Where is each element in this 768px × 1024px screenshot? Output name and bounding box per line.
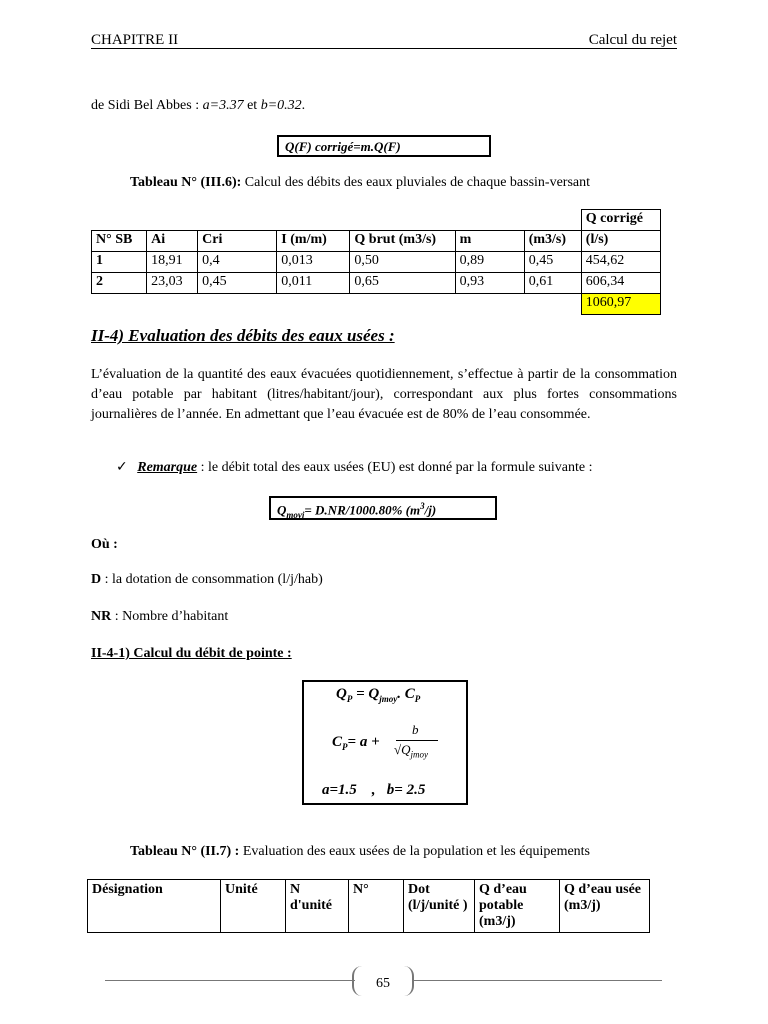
table-cell: 0,93 bbox=[455, 273, 524, 294]
fraction-bar bbox=[396, 740, 438, 741]
table2-header-q-usee: Q d’eau usée (m3/j) bbox=[560, 880, 650, 933]
sqrt-icon: √ bbox=[394, 742, 402, 757]
table1-total: 1060,97 bbox=[581, 294, 660, 315]
table2-header-unite: Unité bbox=[221, 880, 286, 933]
def-nr-text: : Nombre d’habitant bbox=[111, 609, 229, 624]
table1-header-top: Q corrigé bbox=[581, 210, 660, 231]
table1-header-nsb: N° SB bbox=[92, 231, 147, 252]
formula-debit-pointe-box bbox=[302, 680, 468, 805]
table1-header-ls: (l/s) bbox=[581, 231, 660, 252]
intro-a: a=3.37 bbox=[202, 98, 244, 113]
table-row bbox=[92, 294, 661, 315]
header-title: Calcul du rejet bbox=[588, 32, 677, 48]
footer-rule-right bbox=[412, 980, 662, 981]
table2-caption bbox=[130, 844, 590, 860]
table1-header-cri: Cri bbox=[198, 231, 277, 252]
table-cell: 0,61 bbox=[524, 273, 581, 294]
body-paragraph: L’évaluation de la quantité des eaux évacuées quotidiennement, s’effectue à partir de la consommation d’eau potable par habitant (litres/habitant/jour), correspondant aux plus fortes consommations journalières de l’année. En admettant que l’eau évacuée est de 80% de l’eau consommée. bbox=[91, 367, 677, 422]
table-cell: 0,45 bbox=[198, 273, 277, 294]
page-number: 65 bbox=[376, 976, 390, 991]
table-eaux-usees bbox=[87, 879, 650, 933]
intro-suffix: . bbox=[301, 98, 306, 113]
intro-prefix: de Sidi Bel Abbes : bbox=[91, 98, 203, 113]
formula3-cp: $C_P= a$ + bbox=[332, 734, 380, 752]
formula2-rest: = D.NR/1000.80% (m bbox=[304, 502, 421, 518]
intro-b: b=0.32 bbox=[260, 98, 302, 113]
table1-header-qbrut: Q brut (m3/s) bbox=[350, 231, 455, 252]
table2-header-no: N° bbox=[349, 880, 404, 933]
table1-caption bbox=[130, 175, 590, 191]
formula3-denominator: $√Q_{jmoy}$ bbox=[394, 742, 429, 760]
table-cell: 0,013 bbox=[277, 252, 350, 273]
table-row bbox=[92, 210, 661, 231]
remark-line bbox=[116, 459, 593, 476]
table-row bbox=[92, 252, 661, 273]
table-row bbox=[92, 231, 661, 252]
formula3-params: a=1.5 , b= 2.5 bbox=[322, 782, 426, 798]
table-cell: 0,011 bbox=[277, 273, 350, 294]
formula2-end: /j) bbox=[424, 502, 437, 518]
table1-header-ai: Ai bbox=[147, 231, 198, 252]
table2-header-n-unite: N d'unité bbox=[286, 880, 349, 933]
intro-line bbox=[91, 98, 305, 114]
formula2-q: Q bbox=[277, 502, 287, 518]
header-chapter: CHAPITRE II bbox=[91, 32, 179, 48]
def-nr-term: NR bbox=[91, 609, 112, 624]
table-debits-pluviales bbox=[91, 209, 661, 315]
intro-mid: et bbox=[243, 98, 261, 113]
table-cell: 0,50 bbox=[350, 252, 455, 273]
table-row bbox=[92, 273, 661, 294]
def-d bbox=[91, 572, 323, 588]
table-row bbox=[88, 880, 650, 933]
table1-caption-label: Tableau N° (III.6): bbox=[130, 175, 242, 190]
table1-caption-text: Calcul des débits des eaux pluviales de chaque bassin-versant bbox=[241, 175, 591, 190]
remark-label: Remarque bbox=[137, 460, 198, 475]
table1-header-m: m bbox=[455, 231, 524, 252]
ou-label: Où : bbox=[91, 537, 118, 552]
table2-caption-label: Tableau N° (II.7) : bbox=[130, 844, 240, 859]
formula-qmoyj-box bbox=[269, 496, 497, 520]
table-cell: 0,4 bbox=[198, 252, 277, 273]
formula2-sub: moyj bbox=[286, 509, 305, 520]
table1-header-i: I (m/m) bbox=[277, 231, 350, 252]
table2-header-designation: Désignation bbox=[88, 880, 221, 933]
def-nr bbox=[91, 609, 228, 625]
def-d-text: : la dotation de consommation (l/j/hab) bbox=[101, 572, 323, 587]
table-cell: 2 bbox=[92, 273, 147, 294]
table1-header-m3s: (m3/s) bbox=[524, 231, 581, 252]
checkmark-icon: ✓ bbox=[116, 459, 128, 475]
subsection-title: II-4-1) Calcul du débit de pointe : bbox=[91, 646, 292, 661]
table-cell: 0,89 bbox=[455, 252, 524, 273]
table-cell: 0,45 bbox=[524, 252, 581, 273]
table2-caption-text: Evaluation des eaux usées de la population et les équipements bbox=[239, 844, 591, 859]
table2-header-dot: Dot (l/j/unité ) bbox=[404, 880, 475, 933]
def-d-term: D bbox=[91, 572, 102, 587]
table-cell: 1 bbox=[92, 252, 147, 273]
table-cell: 454,62 bbox=[581, 252, 660, 273]
formula3-line1: $Q_P = Q_{jmoy}$. $C_P$ bbox=[336, 686, 421, 704]
table-cell: 18,91 bbox=[147, 252, 198, 273]
table-cell: 606,34 bbox=[581, 273, 660, 294]
table2-header-q-potable: Q d’eau potable (m3/j) bbox=[475, 880, 560, 933]
formula3-numerator: b bbox=[412, 722, 419, 737]
table-cell: 23,03 bbox=[147, 273, 198, 294]
formula-qf-box: Q(F) corrigé=m.Q(F) bbox=[277, 135, 491, 157]
formula2-sup: 3 bbox=[420, 501, 425, 511]
section-title: II-4) Evaluation des débits des eaux usées : bbox=[91, 326, 395, 345]
remark-text: : le débit total des eaux usées (EU) est donné par la formule suivante : bbox=[197, 460, 593, 475]
table-cell: 0,65 bbox=[350, 273, 455, 294]
header-rule bbox=[91, 48, 677, 49]
footer-rule-left bbox=[105, 980, 355, 981]
